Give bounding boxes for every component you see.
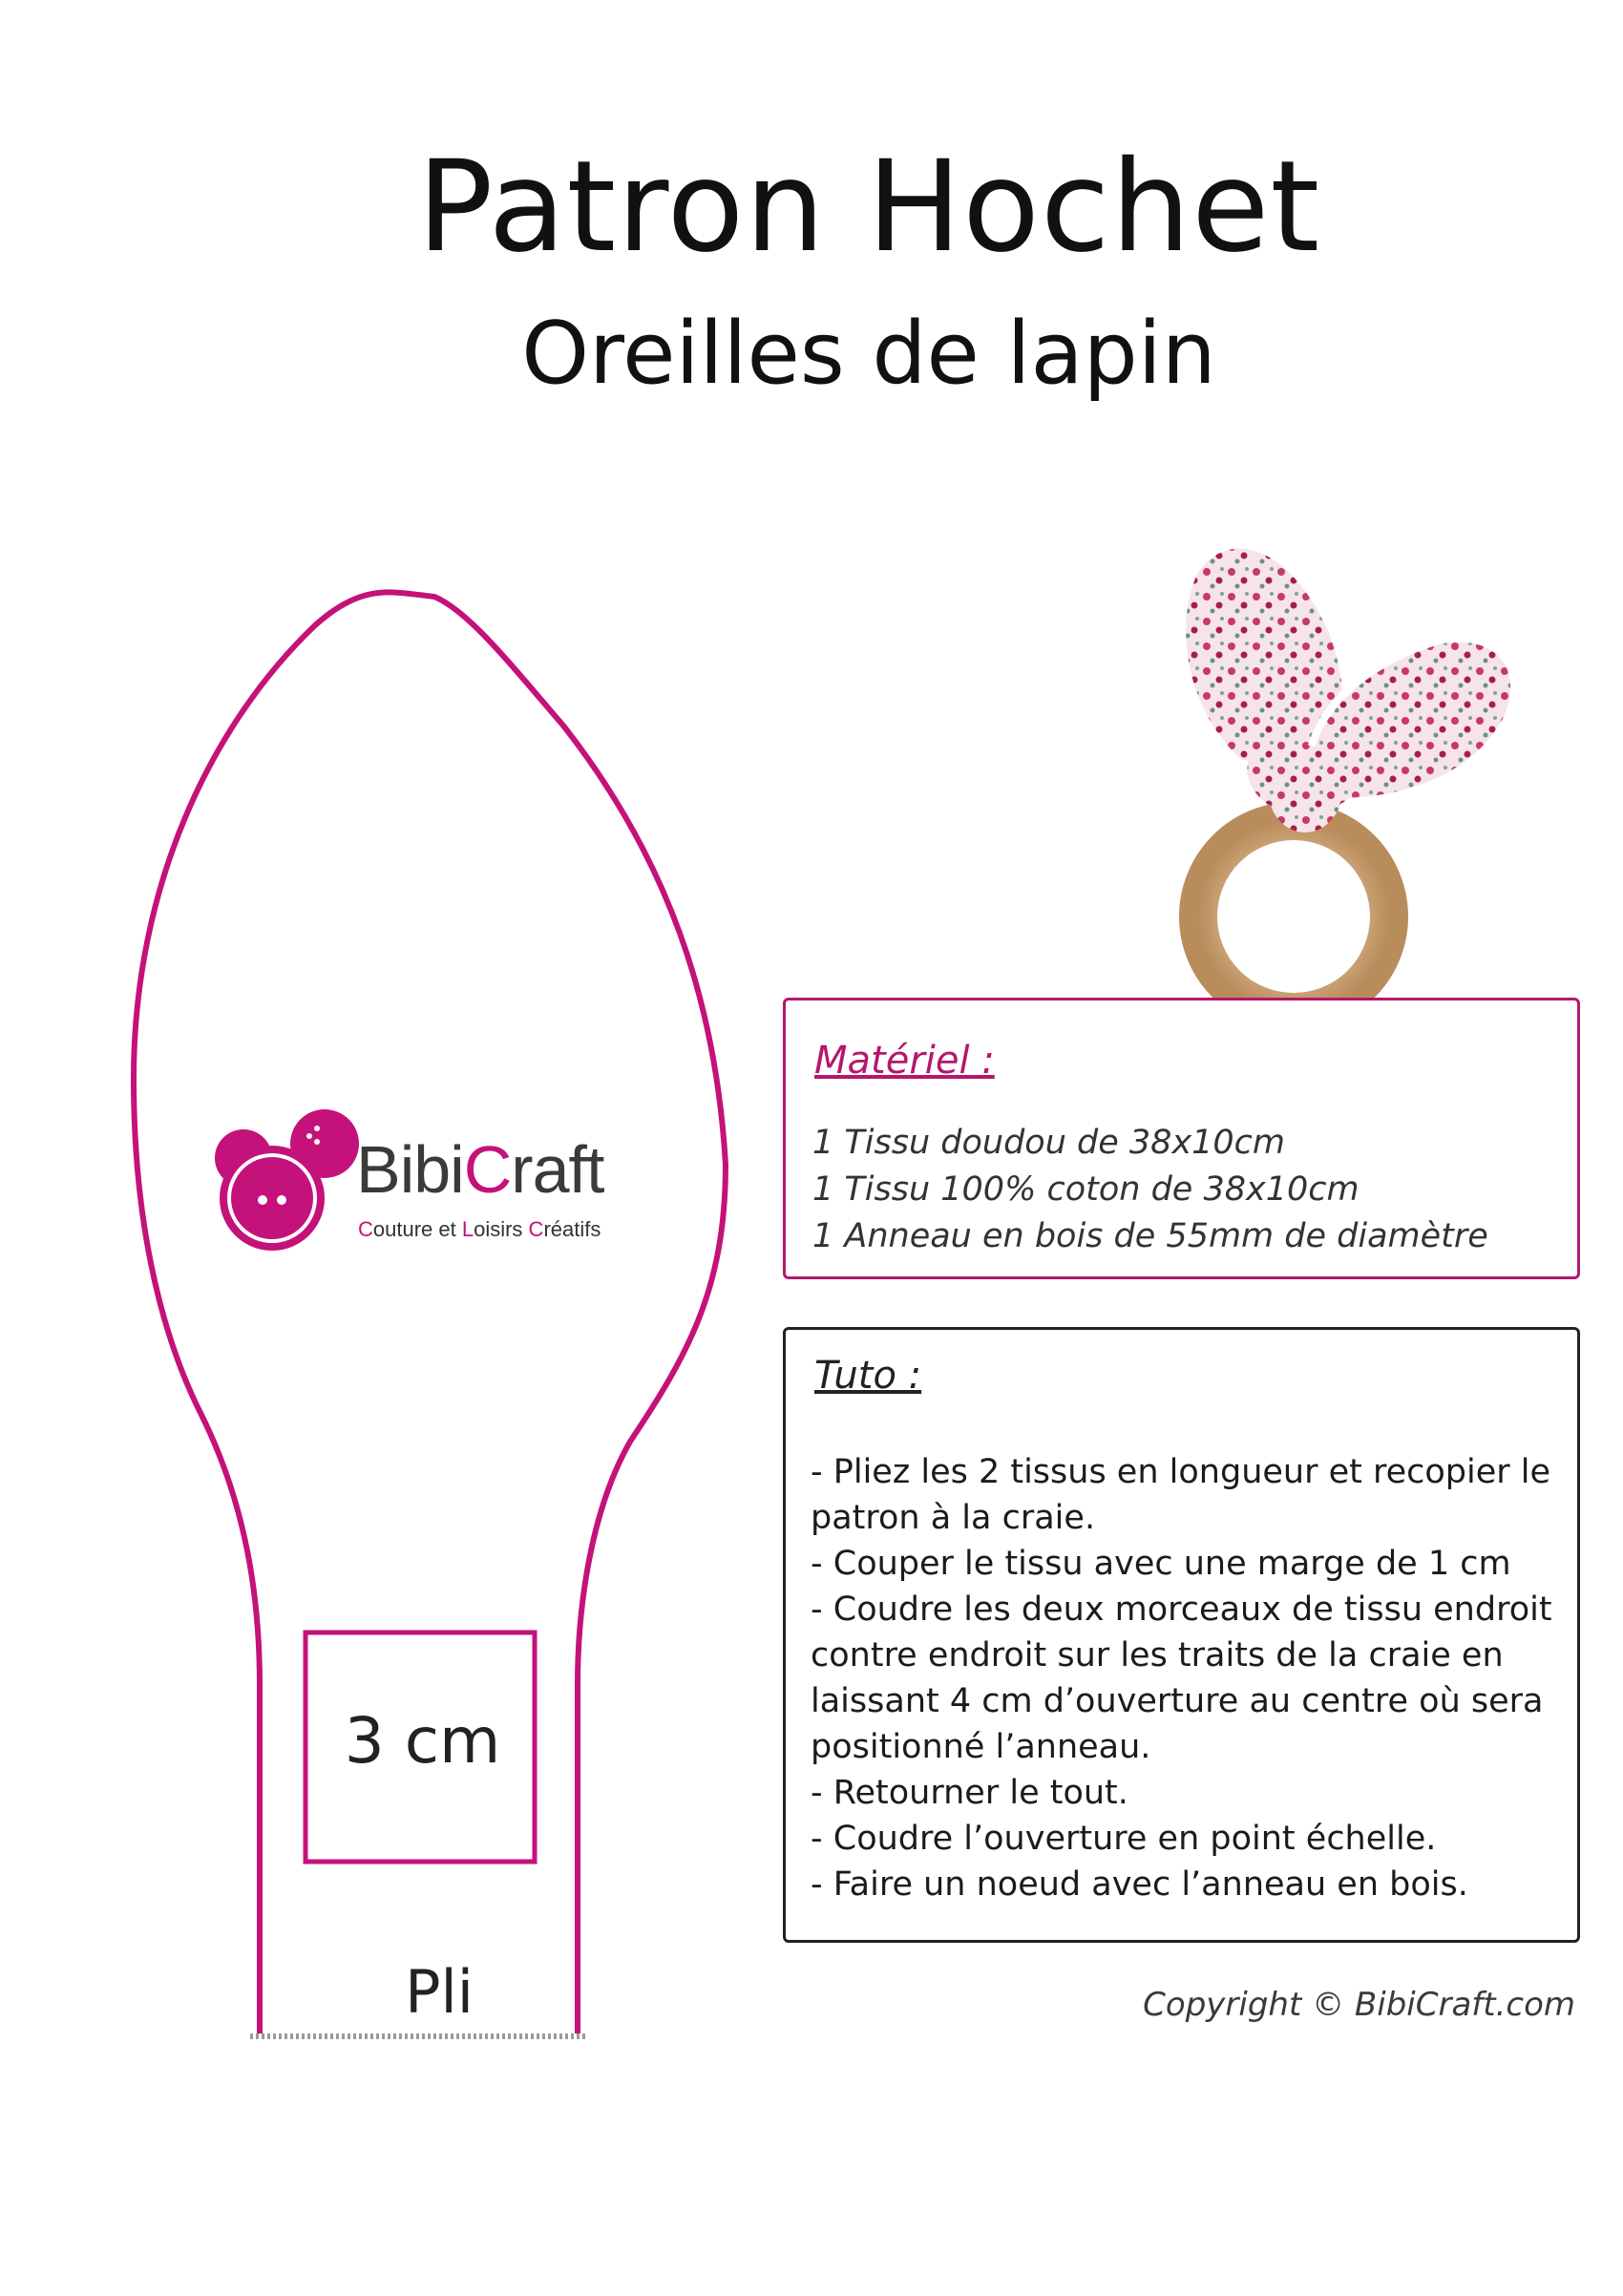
ear-outline	[134, 592, 726, 2033]
fold-label: Pli	[405, 1957, 474, 2027]
rattle-photo	[1127, 516, 1547, 1050]
bibicraft-logo	[215, 1112, 654, 1255]
page-title: Patron Hochet	[416, 134, 1321, 281]
tuto-step: - Retourner le tout.	[811, 1774, 1128, 1812]
tuto-step: - Faire un noeud avec l’anneau en bois.	[811, 1865, 1468, 1904]
tagline-part: outure et	[372, 1217, 462, 1241]
material-list	[812, 1120, 1488, 1260]
logo-word-prefix: Bibi	[356, 1132, 464, 1207]
material-item: 1 Tissu 100% coton de 38x10cm	[812, 1170, 1360, 1209]
tuto-step: - Pliez les 2 tissus en longueur et recopier le patron à la craie.	[811, 1453, 1551, 1537]
tagline-initial: L	[461, 1217, 474, 1241]
material-box	[783, 998, 1580, 1279]
logo-word-initial: C	[463, 1132, 512, 1207]
tuto-heading: Tuto :	[814, 1354, 922, 1398]
tagline-initial: C	[358, 1217, 373, 1241]
tuto-steps	[811, 1449, 1565, 1907]
tagline-part: réatifs	[543, 1217, 601, 1241]
material-item: 1 Tissu doudou de 38x10cm	[812, 1124, 1286, 1162]
material-item: 1 Anneau en bois de 55mm de diamètre	[812, 1217, 1488, 1255]
tagline-part: oisirs	[474, 1217, 529, 1241]
material-heading: Matériel :	[814, 1039, 995, 1083]
copyright-notice: Copyright © BibiCraft.com	[1143, 1986, 1575, 2024]
page-subtitle: Oreilles de lapin	[521, 304, 1216, 404]
wooden-ring	[1198, 821, 1389, 1012]
measure-label: 3 cm	[344, 1704, 501, 1778]
logo-tagline	[358, 1217, 601, 1242]
tuto-box	[783, 1327, 1580, 1943]
tuto-step: - Coudre l’ouverture en point échelle.	[811, 1820, 1437, 1858]
tuto-step: - Coudre les deux morceaux de tissu endroit contre endroit sur les traits de la craie en laissant 4 cm d’ouverture au centre où sera positionné l’anneau.	[811, 1590, 1552, 1766]
logo-word-suffix: raft	[511, 1132, 604, 1207]
tuto-step: - Couper le tissu avec une marge de 1 cm	[811, 1545, 1511, 1583]
logo-wordmark	[356, 1131, 603, 1208]
tagline-initial: C	[528, 1217, 544, 1241]
